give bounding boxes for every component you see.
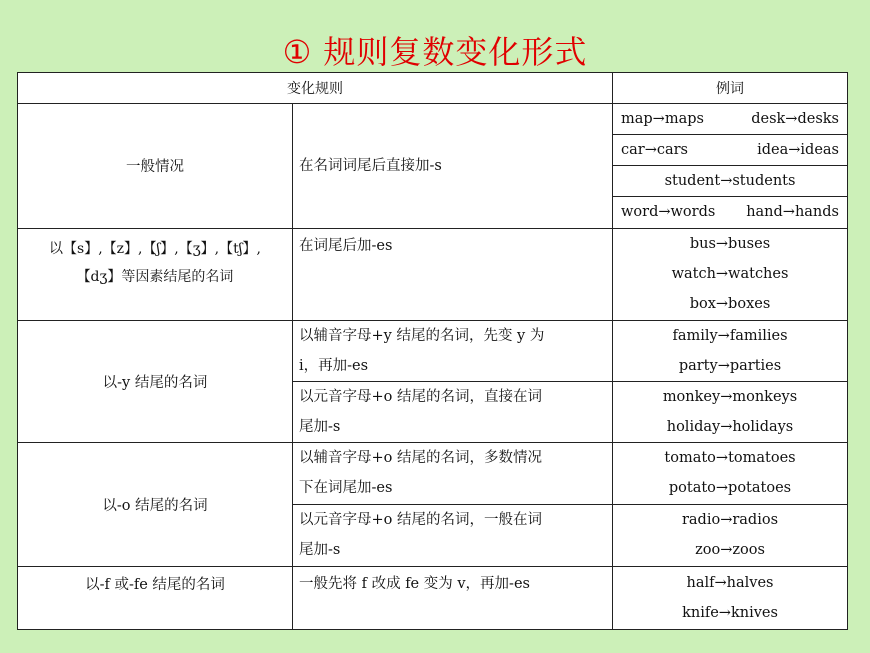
examples-y-vowel (613, 382, 848, 443)
example-item: radio→radios (681, 512, 779, 529)
table-header-row (18, 73, 848, 104)
table-row (18, 104, 848, 228)
rule-y-consonant (293, 320, 613, 381)
category-line: 【dʒ】等因素结尾的名词 (76, 268, 234, 285)
example-item: student→students (613, 166, 847, 197)
rule-o-vowel (293, 504, 613, 566)
category-general: 一般情况 (18, 104, 293, 228)
example-item: tomato→tomatoes (664, 450, 796, 467)
example-item: hand→hands (746, 204, 839, 221)
examples-y-consonant (613, 320, 848, 381)
table-row (18, 566, 848, 629)
example-item: family→families (672, 327, 788, 344)
examples-sibilant (613, 228, 848, 320)
rule-y-vowel (293, 382, 613, 443)
rule-line: 尾加-s (299, 419, 341, 436)
rule-general: 在名词词尾后直接加-s (293, 104, 613, 228)
rule-line: 以辅音字母+o 结尾的名词，多数情况 (299, 450, 542, 467)
example-item: desk→desks (751, 111, 839, 128)
example-item: half→halves (686, 574, 774, 591)
example-item: word→words (621, 204, 716, 221)
rule-line: 以辅音字母+y 结尾的名词，先变 y 为 (299, 327, 545, 344)
example-item: party→parties (678, 357, 782, 374)
rule-o-consonant (293, 443, 613, 504)
example-item: car→cars (621, 142, 688, 159)
header-rule: 变化规则 (18, 73, 613, 104)
example-item: watch→watches (671, 266, 789, 283)
category-sibilant (18, 228, 293, 320)
rule-line: 尾加-s (299, 542, 341, 559)
examples-general (613, 104, 848, 228)
page-title: ① 规则复数变化形式 (282, 33, 588, 71)
examples-f-ending (613, 566, 848, 629)
example-item: box→boxes (689, 296, 771, 313)
plural-rules-table-container (17, 72, 847, 630)
example-item: monkey→monkeys (662, 389, 798, 406)
example-item: map→maps (621, 111, 704, 128)
example-item: knife→knives (682, 604, 778, 621)
category-o-ending: 以-o 结尾的名词 (18, 443, 293, 566)
category-f-ending: 以-f 或-fe 结尾的名词 (18, 566, 293, 629)
category-y-ending: 以-y 结尾的名词 (18, 320, 293, 442)
examples-o-vowel (613, 504, 848, 566)
examples-o-consonant (613, 443, 848, 504)
category-line: 以【s】,【z】,【ʃ】,【ʒ】,【tʃ】, (49, 240, 261, 257)
rule-f-ending: 一般先将 f 改成 fe 变为 v，再加-es (293, 566, 613, 629)
example-pair (613, 135, 847, 166)
example-pair (613, 104, 847, 135)
rule-sibilant: 在词尾后加-es (293, 228, 613, 320)
table-row (18, 443, 848, 504)
header-examples: 例词 (613, 73, 848, 104)
example-pair (613, 197, 847, 227)
table-row (18, 320, 848, 381)
example-item: bus→buses (689, 236, 771, 253)
rule-line: 以元音字母+o 结尾的名词，一般在词 (299, 512, 542, 529)
example-item: potato→potatoes (668, 480, 792, 497)
plural-rules-table (17, 72, 848, 630)
rule-line: 以元音字母+o 结尾的名词，直接在词 (299, 389, 542, 406)
rule-line: 下在词尾加-es (299, 480, 393, 497)
example-item: zoo→zoos (695, 542, 765, 559)
rule-line: i，再加-es (299, 357, 369, 374)
example-item: idea→ideas (757, 142, 839, 159)
example-item: holiday→holidays (666, 419, 794, 436)
table-row (18, 228, 848, 320)
